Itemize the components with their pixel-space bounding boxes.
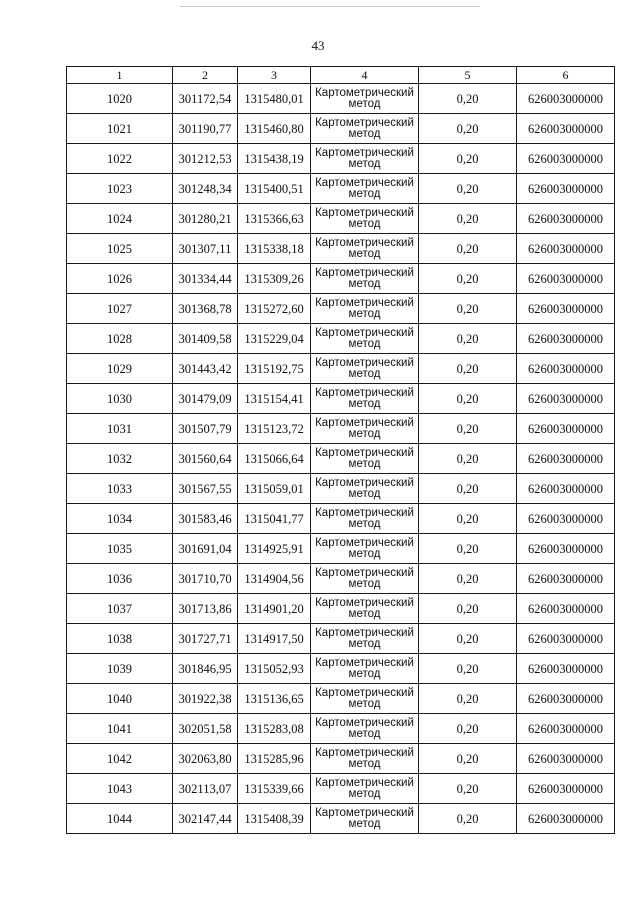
method-line-2: метод xyxy=(348,787,381,800)
point-number-cell: 1026 xyxy=(67,264,173,294)
object-code-cell: 626003000000 xyxy=(517,474,615,504)
method-line-1: Картометрический xyxy=(315,536,414,549)
table-row xyxy=(67,84,615,114)
accuracy-cell: 0,20 xyxy=(419,264,517,294)
method-line-2: метод xyxy=(348,307,381,320)
x-coordinate-cell: 301190,77 xyxy=(173,114,238,144)
accuracy-cell: 0,20 xyxy=(419,564,517,594)
method-line-2: метод xyxy=(348,667,381,680)
point-number-cell: 1027 xyxy=(67,294,173,324)
method-line-2: метод xyxy=(348,517,381,530)
accuracy-cell: 0,20 xyxy=(419,744,517,774)
method-line-1: Картометрический xyxy=(315,146,414,159)
table-row xyxy=(67,354,615,384)
table-row xyxy=(67,804,615,834)
y-coordinate-cell: 1315066,64 xyxy=(238,444,311,474)
method-cell xyxy=(311,234,419,264)
header-cell-3: 3 xyxy=(238,67,311,84)
object-code-cell: 626003000000 xyxy=(517,564,615,594)
table-row xyxy=(67,564,615,594)
method-cell xyxy=(311,534,419,564)
y-coordinate-cell: 1315136,65 xyxy=(238,684,311,714)
y-coordinate-cell: 1315154,41 xyxy=(238,384,311,414)
accuracy-cell: 0,20 xyxy=(419,414,517,444)
object-code-cell: 626003000000 xyxy=(517,264,615,294)
object-code-cell: 626003000000 xyxy=(517,714,615,744)
table-row xyxy=(67,684,615,714)
y-coordinate-cell: 1315229,04 xyxy=(238,324,311,354)
header-row xyxy=(67,67,615,84)
object-code-cell: 626003000000 xyxy=(517,354,615,384)
y-coordinate-cell: 1314917,50 xyxy=(238,624,311,654)
point-number-cell: 1023 xyxy=(67,174,173,204)
point-number-cell: 1044 xyxy=(67,804,173,834)
x-coordinate-cell: 302051,58 xyxy=(173,714,238,744)
y-coordinate-cell: 1315309,26 xyxy=(238,264,311,294)
method-cell xyxy=(311,114,419,144)
table-row xyxy=(67,324,615,354)
method-line-2: метод xyxy=(348,547,381,560)
accuracy-cell: 0,20 xyxy=(419,204,517,234)
method-line-2: метод xyxy=(348,157,381,170)
table-row xyxy=(67,114,615,144)
y-coordinate-cell: 1314925,91 xyxy=(238,534,311,564)
table-row xyxy=(67,144,615,174)
object-code-cell: 626003000000 xyxy=(517,384,615,414)
x-coordinate-cell: 301710,70 xyxy=(173,564,238,594)
x-coordinate-cell: 301409,58 xyxy=(173,324,238,354)
accuracy-cell: 0,20 xyxy=(419,534,517,564)
x-coordinate-cell: 301691,04 xyxy=(173,534,238,564)
coordinates-table xyxy=(66,66,615,834)
method-cell xyxy=(311,564,419,594)
method-line-1: Картометрический xyxy=(315,566,414,579)
object-code-cell: 626003000000 xyxy=(517,144,615,174)
accuracy-cell: 0,20 xyxy=(419,114,517,144)
method-line-2: метод xyxy=(348,637,381,650)
method-line-1: Картометрический xyxy=(315,476,414,489)
y-coordinate-cell: 1315052,93 xyxy=(238,654,311,684)
point-number-cell: 1031 xyxy=(67,414,173,444)
x-coordinate-cell: 301212,53 xyxy=(173,144,238,174)
x-coordinate-cell: 301334,44 xyxy=(173,264,238,294)
point-number-cell: 1021 xyxy=(67,114,173,144)
x-coordinate-cell: 301727,71 xyxy=(173,624,238,654)
method-cell xyxy=(311,714,419,744)
table-row xyxy=(67,474,615,504)
x-coordinate-cell: 301280,21 xyxy=(173,204,238,234)
method-cell xyxy=(311,654,419,684)
table-row xyxy=(67,234,615,264)
method-line-1: Картометрический xyxy=(315,206,414,219)
x-coordinate-cell: 302147,44 xyxy=(173,804,238,834)
method-cell xyxy=(311,684,419,714)
object-code-cell: 626003000000 xyxy=(517,804,615,834)
method-line-1: Картометрический xyxy=(315,386,414,399)
method-line-2: метод xyxy=(348,397,381,410)
method-line-2: метод xyxy=(348,337,381,350)
point-number-cell: 1040 xyxy=(67,684,173,714)
object-code-cell: 626003000000 xyxy=(517,234,615,264)
method-line-2: метод xyxy=(348,577,381,590)
method-cell xyxy=(311,384,419,414)
header-cell-2: 2 xyxy=(173,67,238,84)
point-number-cell: 1022 xyxy=(67,144,173,174)
accuracy-cell: 0,20 xyxy=(419,654,517,684)
method-line-2: метод xyxy=(348,817,381,830)
object-code-cell: 626003000000 xyxy=(517,204,615,234)
object-code-cell: 626003000000 xyxy=(517,294,615,324)
y-coordinate-cell: 1315041,77 xyxy=(238,504,311,534)
x-coordinate-cell: 301846,95 xyxy=(173,654,238,684)
point-number-cell: 1032 xyxy=(67,444,173,474)
method-line-1: Картометрический xyxy=(315,176,414,189)
method-line-1: Картометрический xyxy=(315,446,414,459)
method-line-2: метод xyxy=(348,187,381,200)
accuracy-cell: 0,20 xyxy=(419,504,517,534)
accuracy-cell: 0,20 xyxy=(419,774,517,804)
method-line-1: Картометрический xyxy=(315,326,414,339)
point-number-cell: 1020 xyxy=(67,84,173,114)
accuracy-cell: 0,20 xyxy=(419,234,517,264)
accuracy-cell: 0,20 xyxy=(419,294,517,324)
accuracy-cell: 0,20 xyxy=(419,444,517,474)
method-line-2: метод xyxy=(348,697,381,710)
method-cell xyxy=(311,324,419,354)
method-line-1: Картометрический xyxy=(315,416,414,429)
point-number-cell: 1038 xyxy=(67,624,173,654)
point-number-cell: 1039 xyxy=(67,654,173,684)
accuracy-cell: 0,20 xyxy=(419,624,517,654)
method-line-1: Картометрический xyxy=(315,266,414,279)
table-row xyxy=(67,744,615,774)
method-cell xyxy=(311,744,419,774)
accuracy-cell: 0,20 xyxy=(419,384,517,414)
x-coordinate-cell: 301307,11 xyxy=(173,234,238,264)
y-coordinate-cell: 1315272,60 xyxy=(238,294,311,324)
point-number-cell: 1034 xyxy=(67,504,173,534)
object-code-cell: 626003000000 xyxy=(517,744,615,774)
table-row xyxy=(67,594,615,624)
table-row xyxy=(67,444,615,474)
method-cell xyxy=(311,84,419,114)
method-line-1: Картометрический xyxy=(315,776,414,789)
point-number-cell: 1042 xyxy=(67,744,173,774)
table-body xyxy=(67,84,615,834)
point-number-cell: 1028 xyxy=(67,324,173,354)
point-number-cell: 1030 xyxy=(67,384,173,414)
method-cell xyxy=(311,144,419,174)
method-cell xyxy=(311,774,419,804)
object-code-cell: 626003000000 xyxy=(517,594,615,624)
point-number-cell: 1037 xyxy=(67,594,173,624)
accuracy-cell: 0,20 xyxy=(419,84,517,114)
accuracy-cell: 0,20 xyxy=(419,594,517,624)
method-line-1: Картометрический xyxy=(315,506,414,519)
method-cell xyxy=(311,624,419,654)
method-cell xyxy=(311,264,419,294)
method-line-1: Картометрический xyxy=(315,296,414,309)
y-coordinate-cell: 1315192,75 xyxy=(238,354,311,384)
y-coordinate-cell: 1315123,72 xyxy=(238,414,311,444)
method-line-2: метод xyxy=(348,367,381,380)
table-row xyxy=(67,624,615,654)
table-row xyxy=(67,264,615,294)
method-line-2: метод xyxy=(348,217,381,230)
method-line-1: Картометрический xyxy=(315,806,414,819)
method-line-2: метод xyxy=(348,97,381,110)
object-code-cell: 626003000000 xyxy=(517,114,615,144)
method-line-1: Картометрический xyxy=(315,656,414,669)
point-number-cell: 1035 xyxy=(67,534,173,564)
method-line-1: Картометрический xyxy=(315,596,414,609)
y-coordinate-cell: 1315366,63 xyxy=(238,204,311,234)
method-line-2: метод xyxy=(348,427,381,440)
x-coordinate-cell: 301368,78 xyxy=(173,294,238,324)
method-line-2: метод xyxy=(348,277,381,290)
method-line-2: метод xyxy=(348,247,381,260)
table-row xyxy=(67,204,615,234)
y-coordinate-cell: 1315400,51 xyxy=(238,174,311,204)
object-code-cell: 626003000000 xyxy=(517,624,615,654)
accuracy-cell: 0,20 xyxy=(419,174,517,204)
table-row xyxy=(67,294,615,324)
object-code-cell: 626003000000 xyxy=(517,774,615,804)
method-line-1: Картометрический xyxy=(315,356,414,369)
header-cell-1: 1 xyxy=(67,67,173,84)
object-code-cell: 626003000000 xyxy=(517,324,615,354)
y-coordinate-cell: 1314901,20 xyxy=(238,594,311,624)
accuracy-cell: 0,20 xyxy=(419,354,517,384)
accuracy-cell: 0,20 xyxy=(419,804,517,834)
table-row xyxy=(67,174,615,204)
table-row xyxy=(67,504,615,534)
method-line-1: Картометрический xyxy=(315,626,414,639)
point-number-cell: 1029 xyxy=(67,354,173,384)
x-coordinate-cell: 301443,42 xyxy=(173,354,238,384)
object-code-cell: 626003000000 xyxy=(517,684,615,714)
object-code-cell: 626003000000 xyxy=(517,654,615,684)
object-code-cell: 626003000000 xyxy=(517,534,615,564)
object-code-cell: 626003000000 xyxy=(517,444,615,474)
point-number-cell: 1025 xyxy=(67,234,173,264)
point-number-cell: 1024 xyxy=(67,204,173,234)
table-row xyxy=(67,414,615,444)
method-line-2: метод xyxy=(348,727,381,740)
method-cell xyxy=(311,504,419,534)
x-coordinate-cell: 301507,79 xyxy=(173,414,238,444)
method-line-1: Картометрический xyxy=(315,686,414,699)
page-number: 43 xyxy=(311,38,325,53)
point-number-cell: 1043 xyxy=(67,774,173,804)
object-code-cell: 626003000000 xyxy=(517,174,615,204)
header-cell-5: 5 xyxy=(419,67,517,84)
x-coordinate-cell: 302063,80 xyxy=(173,744,238,774)
method-cell xyxy=(311,174,419,204)
y-coordinate-cell: 1315285,96 xyxy=(238,744,311,774)
method-cell xyxy=(311,294,419,324)
point-number-cell: 1033 xyxy=(67,474,173,504)
method-line-2: метод xyxy=(348,607,381,620)
header-cell-6: 6 xyxy=(517,67,615,84)
object-code-cell: 626003000000 xyxy=(517,84,615,114)
y-coordinate-cell: 1315283,08 xyxy=(238,714,311,744)
x-coordinate-cell: 301560,64 xyxy=(173,444,238,474)
method-line-2: метод xyxy=(348,487,381,500)
accuracy-cell: 0,20 xyxy=(419,324,517,354)
y-coordinate-cell: 1315339,66 xyxy=(238,774,311,804)
y-coordinate-cell: 1315408,39 xyxy=(238,804,311,834)
x-coordinate-cell: 301479,09 xyxy=(173,384,238,414)
method-line-1: Картометрический xyxy=(315,746,414,759)
table-row xyxy=(67,774,615,804)
x-coordinate-cell: 301583,46 xyxy=(173,504,238,534)
method-cell xyxy=(311,414,419,444)
y-coordinate-cell: 1315338,18 xyxy=(238,234,311,264)
y-coordinate-cell: 1314904,56 xyxy=(238,564,311,594)
method-line-2: метод xyxy=(348,127,381,140)
x-coordinate-cell: 301248,34 xyxy=(173,174,238,204)
y-coordinate-cell: 1315438,19 xyxy=(238,144,311,174)
table-row xyxy=(67,714,615,744)
method-cell xyxy=(311,804,419,834)
x-coordinate-cell: 301567,55 xyxy=(173,474,238,504)
y-coordinate-cell: 1315059,01 xyxy=(238,474,311,504)
accuracy-cell: 0,20 xyxy=(419,714,517,744)
y-coordinate-cell: 1315480,01 xyxy=(238,84,311,114)
object-code-cell: 626003000000 xyxy=(517,504,615,534)
method-cell xyxy=(311,594,419,624)
top-scan-rule xyxy=(180,6,480,7)
x-coordinate-cell: 302113,07 xyxy=(173,774,238,804)
accuracy-cell: 0,20 xyxy=(419,474,517,504)
method-cell xyxy=(311,474,419,504)
method-line-2: метод xyxy=(348,757,381,770)
method-line-1: Картометрический xyxy=(315,116,414,129)
header-cell-4: 4 xyxy=(311,67,419,84)
accuracy-cell: 0,20 xyxy=(419,684,517,714)
method-line-1: Картометрический xyxy=(315,236,414,249)
method-cell xyxy=(311,204,419,234)
table-row xyxy=(67,534,615,564)
method-line-1: Картометрический xyxy=(315,716,414,729)
method-line-2: метод xyxy=(348,457,381,470)
object-code-cell: 626003000000 xyxy=(517,414,615,444)
method-line-1: Картометрический xyxy=(315,86,414,99)
point-number-cell: 1041 xyxy=(67,714,173,744)
method-cell xyxy=(311,444,419,474)
table-row xyxy=(67,384,615,414)
method-cell xyxy=(311,354,419,384)
table-row xyxy=(67,654,615,684)
point-number-cell: 1036 xyxy=(67,564,173,594)
y-coordinate-cell: 1315460,80 xyxy=(238,114,311,144)
x-coordinate-cell: 301922,38 xyxy=(173,684,238,714)
accuracy-cell: 0,20 xyxy=(419,144,517,174)
x-coordinate-cell: 301713,86 xyxy=(173,594,238,624)
x-coordinate-cell: 301172,54 xyxy=(173,84,238,114)
